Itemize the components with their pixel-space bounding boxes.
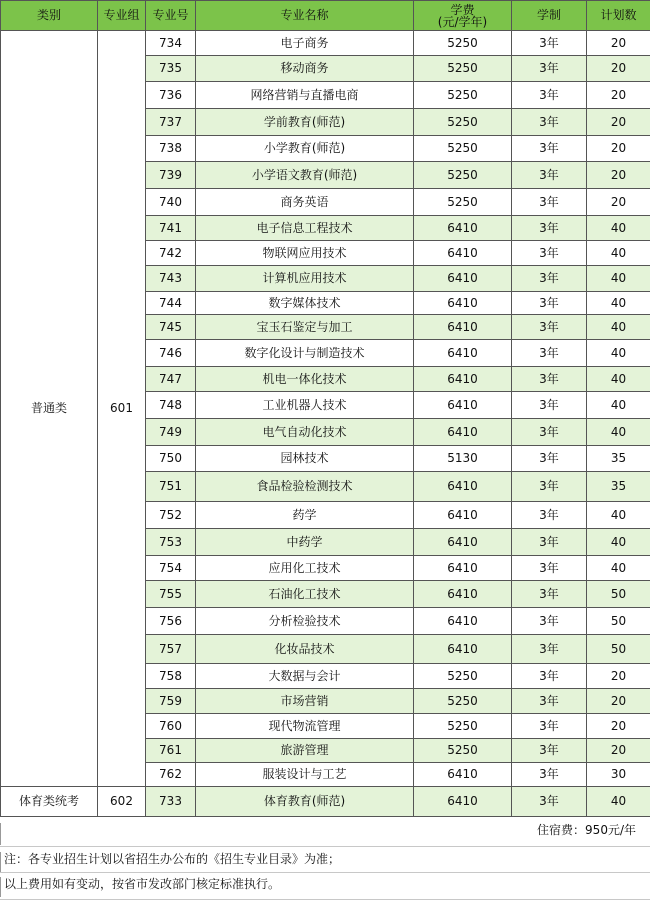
- name-cell: 石油化工技术: [196, 581, 414, 608]
- plan-cell: 40: [587, 529, 650, 556]
- fee-cell: 6410: [414, 635, 512, 664]
- fee-cell: 6410: [414, 315, 512, 340]
- code-cell: 754: [146, 556, 196, 581]
- plan-cell: 20: [587, 56, 650, 82]
- code-cell: 744: [146, 292, 196, 315]
- name-cell: 园林技术: [196, 446, 414, 472]
- duration-cell: 3年: [512, 472, 587, 502]
- fee-cell: 6410: [414, 340, 512, 367]
- header-row: [1, 1, 650, 31]
- fee-cell: 5250: [414, 714, 512, 739]
- header-fee: [414, 1, 512, 31]
- fee-cell: 5130: [414, 446, 512, 472]
- code-cell: 739: [146, 162, 196, 189]
- duration-cell: 3年: [512, 502, 587, 529]
- plan-cell: 20: [587, 31, 650, 56]
- plan-cell: 40: [587, 392, 650, 419]
- name-cell: 旅游管理: [196, 739, 414, 763]
- name-cell: 药学: [196, 502, 414, 529]
- duration-cell: 3年: [512, 763, 587, 787]
- code-cell: 742: [146, 241, 196, 266]
- plan-cell: 40: [587, 216, 650, 241]
- plan-cell: 20: [587, 739, 650, 763]
- plan-cell: 20: [587, 664, 650, 689]
- plan-cell: 40: [587, 315, 650, 340]
- duration-cell: 3年: [512, 136, 587, 162]
- code-cell: 745: [146, 315, 196, 340]
- name-cell: 小学语文教育(师范): [196, 162, 414, 189]
- name-cell: 大数据与会计: [196, 664, 414, 689]
- name-cell: 数字媒体技术: [196, 292, 414, 315]
- header-fee-line1: 学费: [450, 2, 475, 17]
- duration-cell: 3年: [512, 419, 587, 446]
- header-plan: 计划数: [587, 1, 650, 31]
- fee-cell: 6410: [414, 292, 512, 315]
- fee-cell: 6410: [414, 241, 512, 266]
- code-cell: 749: [146, 419, 196, 446]
- code-cell: 750: [146, 446, 196, 472]
- name-cell: 服装设计与工艺: [196, 763, 414, 787]
- duration-cell: 3年: [512, 608, 587, 635]
- name-cell: 小学教育(师范): [196, 136, 414, 162]
- fee-cell: 5250: [414, 664, 512, 689]
- name-cell: 学前教育(师范): [196, 109, 414, 136]
- duration-cell: 3年: [512, 529, 587, 556]
- plan-cell: 40: [587, 787, 650, 817]
- duration-cell: 3年: [512, 189, 587, 216]
- category-cell: 普通类: [1, 31, 98, 787]
- table-body: [1, 31, 650, 817]
- duration-cell: 3年: [512, 739, 587, 763]
- duration-cell: 3年: [512, 241, 587, 266]
- plan-cell: 40: [587, 241, 650, 266]
- header-code: 专业号: [146, 1, 196, 31]
- plan-cell: 40: [587, 367, 650, 392]
- plan-cell: 40: [587, 266, 650, 292]
- code-cell: 758: [146, 664, 196, 689]
- name-cell: 计算机应用技术: [196, 266, 414, 292]
- plan-cell: 20: [587, 82, 650, 109]
- code-cell: 753: [146, 529, 196, 556]
- plan-cell: 40: [587, 502, 650, 529]
- duration-cell: 3年: [512, 315, 587, 340]
- code-cell: 759: [146, 689, 196, 714]
- fee-cell: 5250: [414, 31, 512, 56]
- duration-cell: 3年: [512, 714, 587, 739]
- name-cell: 化妆品技术: [196, 635, 414, 664]
- fee-cell: 5250: [414, 56, 512, 82]
- name-cell: 现代物流管理: [196, 714, 414, 739]
- plan-cell: 35: [587, 472, 650, 502]
- name-cell: 电子商务: [196, 31, 414, 56]
- fee-cell: 6410: [414, 216, 512, 241]
- code-cell: 737: [146, 109, 196, 136]
- duration-cell: 3年: [512, 392, 587, 419]
- plan-cell: 30: [587, 763, 650, 787]
- plan-cell: 50: [587, 608, 650, 635]
- duration-cell: 3年: [512, 216, 587, 241]
- code-cell: 733: [146, 787, 196, 817]
- code-cell: 741: [146, 216, 196, 241]
- accommodation-fee: 住宿费：950元/年: [0, 823, 650, 845]
- name-cell: 市场营销: [196, 689, 414, 714]
- duration-cell: 3年: [512, 162, 587, 189]
- name-cell: 机电一体化技术: [196, 367, 414, 392]
- duration-cell: 3年: [512, 635, 587, 664]
- duration-cell: 3年: [512, 82, 587, 109]
- fee-cell: 6410: [414, 787, 512, 817]
- code-cell: 748: [146, 392, 196, 419]
- duration-cell: 3年: [512, 446, 587, 472]
- header-name: 专业名称: [196, 1, 414, 31]
- code-cell: 746: [146, 340, 196, 367]
- plan-cell: 40: [587, 340, 650, 367]
- fee-cell: 6410: [414, 419, 512, 446]
- fee-cell: 5250: [414, 82, 512, 109]
- duration-cell: 3年: [512, 109, 587, 136]
- plan-cell: 20: [587, 109, 650, 136]
- group-cell: 601: [98, 31, 146, 787]
- fee-cell: 5250: [414, 189, 512, 216]
- code-cell: 760: [146, 714, 196, 739]
- group-cell: 602: [98, 787, 146, 817]
- name-cell: 食品检验检测技术: [196, 472, 414, 502]
- plan-cell: 35: [587, 446, 650, 472]
- name-cell: 商务英语: [196, 189, 414, 216]
- fee-cell: 6410: [414, 367, 512, 392]
- code-cell: 734: [146, 31, 196, 56]
- code-cell: 740: [146, 189, 196, 216]
- name-cell: 物联网应用技术: [196, 241, 414, 266]
- table-row: [1, 31, 650, 56]
- code-cell: 736: [146, 82, 196, 109]
- plan-cell: 50: [587, 581, 650, 608]
- divider: [0, 846, 650, 847]
- duration-cell: 3年: [512, 689, 587, 714]
- fee-cell: 6410: [414, 266, 512, 292]
- fee-cell: 5250: [414, 162, 512, 189]
- code-cell: 762: [146, 763, 196, 787]
- code-cell: 755: [146, 581, 196, 608]
- plan-cell: 50: [587, 635, 650, 664]
- code-cell: 757: [146, 635, 196, 664]
- divider: [0, 899, 650, 900]
- name-cell: 宝玉石鉴定与加工: [196, 315, 414, 340]
- duration-cell: 3年: [512, 367, 587, 392]
- category-cell: 体育类统考: [1, 787, 98, 817]
- fee-cell: 5250: [414, 689, 512, 714]
- plan-cell: 20: [587, 136, 650, 162]
- code-cell: 738: [146, 136, 196, 162]
- code-cell: 735: [146, 56, 196, 82]
- plan-cell: 20: [587, 689, 650, 714]
- code-cell: 761: [146, 739, 196, 763]
- duration-cell: 3年: [512, 581, 587, 608]
- name-cell: 数字化设计与制造技术: [196, 340, 414, 367]
- name-cell: 体育教育(师范): [196, 787, 414, 817]
- fee-cell: 6410: [414, 608, 512, 635]
- duration-cell: 3年: [512, 266, 587, 292]
- name-cell: 电子信息工程技术: [196, 216, 414, 241]
- fee-cell: 6410: [414, 763, 512, 787]
- duration-cell: 3年: [512, 292, 587, 315]
- fee-cell: 6410: [414, 472, 512, 502]
- duration-cell: 3年: [512, 31, 587, 56]
- header-group: 专业组: [98, 1, 146, 31]
- duration-cell: 3年: [512, 664, 587, 689]
- duration-cell: 3年: [512, 787, 587, 817]
- duration-cell: 3年: [512, 556, 587, 581]
- code-cell: 756: [146, 608, 196, 635]
- duration-cell: 3年: [512, 56, 587, 82]
- fee-cell: 5250: [414, 739, 512, 763]
- fee-cell: 6410: [414, 502, 512, 529]
- name-cell: 应用化工技术: [196, 556, 414, 581]
- plan-cell: 20: [587, 714, 650, 739]
- code-cell: 747: [146, 367, 196, 392]
- name-cell: 中药学: [196, 529, 414, 556]
- code-cell: 751: [146, 472, 196, 502]
- plan-cell: 20: [587, 189, 650, 216]
- plan-cell: 40: [587, 292, 650, 315]
- fee-cell: 6410: [414, 556, 512, 581]
- fee-cell: 5250: [414, 109, 512, 136]
- code-cell: 743: [146, 266, 196, 292]
- fee-cell: 6410: [414, 392, 512, 419]
- fee-cell: 6410: [414, 581, 512, 608]
- plan-cell: 40: [587, 419, 650, 446]
- header-category: 类别: [1, 1, 98, 31]
- name-cell: 网络营销与直播电商: [196, 82, 414, 109]
- name-cell: 分析检验技术: [196, 608, 414, 635]
- table-row: [1, 787, 650, 817]
- note-line-1: 注：各专业招生计划以省招生办公布的《招生专业目录》为准；: [0, 852, 650, 872]
- duration-cell: 3年: [512, 340, 587, 367]
- name-cell: 电气自动化技术: [196, 419, 414, 446]
- plan-cell: 20: [587, 162, 650, 189]
- name-cell: 工业机器人技术: [196, 392, 414, 419]
- note-line-2: 以上费用如有变动，按省市发改部门核定标准执行。: [0, 877, 650, 897]
- fee-cell: 6410: [414, 529, 512, 556]
- header-duration: 学制: [512, 1, 587, 31]
- plan-cell: 40: [587, 556, 650, 581]
- fee-cell: 5250: [414, 136, 512, 162]
- header-fee-line2: (元/学年): [437, 14, 488, 29]
- divider: [0, 872, 650, 873]
- name-cell: 移动商务: [196, 56, 414, 82]
- code-cell: 752: [146, 502, 196, 529]
